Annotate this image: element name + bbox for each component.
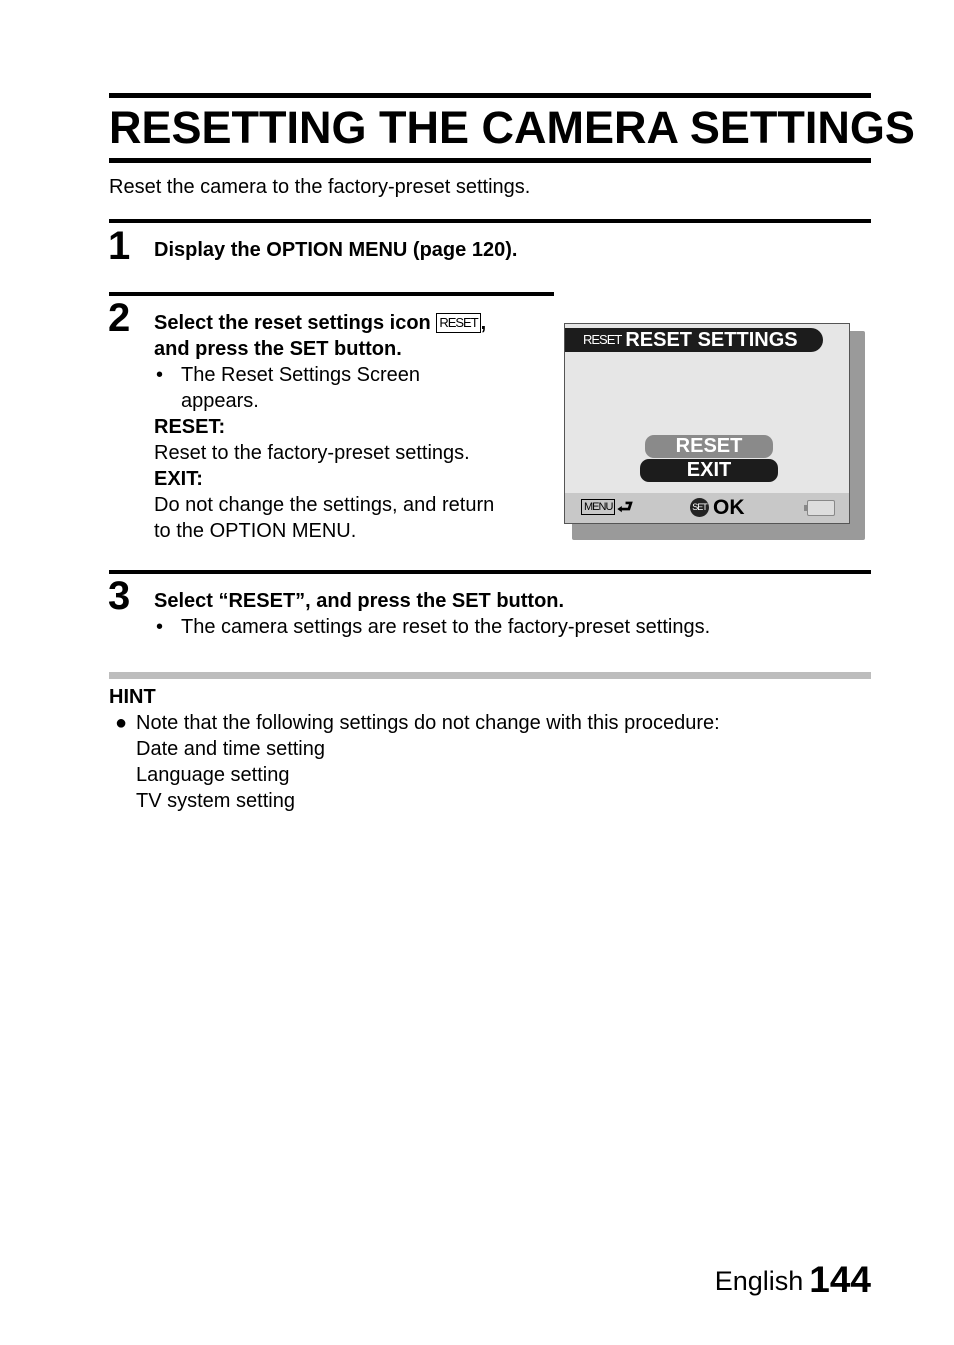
screen-title-bar [565,328,823,352]
set-button-icon[interactable]: SET [690,498,709,517]
page-number: 144 [809,1259,871,1300]
step-2-bullet-line2: appears. [181,390,259,412]
step-2-heading-line1: Select the reset settings icon [154,312,431,334]
hint-divider [109,672,871,679]
exit-label: EXIT: [154,468,203,490]
menu-icon[interactable]: MENU [581,499,615,515]
bullet-dot: • [156,616,164,638]
step-1-number: 1 [108,224,131,268]
page-footer [715,1259,871,1301]
step-2-bullet-line1: The Reset Settings Screen [181,364,421,386]
battery-icon [807,500,835,516]
exit-description-line1: Do not change the settings, and return [154,494,495,516]
step-2-content [154,310,549,544]
step-2-heading [154,310,549,336]
reset-label: RESET: [154,416,226,438]
hint-line: TV system setting [136,790,295,812]
ok-label: OK [713,496,745,519]
bullet-dot: • [156,364,164,386]
screen-title: RESET SETTINGS [625,329,798,351]
hint-bullet: ● [115,712,128,734]
hint-heading: HINT [109,686,156,708]
step-1-rule [109,219,871,223]
hint-list [115,710,720,814]
camera-screen [564,323,850,524]
step-3-bullet-text: The camera settings are reset to the factory-preset settings. [181,616,711,638]
option-exit[interactable]: EXIT [640,459,778,482]
reset-settings-icon: RESET [436,313,480,333]
step-1-heading: Display the OPTION MENU (page 120). [154,239,518,261]
step-2-heading-line2: and press the SET button. [154,338,402,360]
page-intro: Reset the camera to the factory-preset settings. [109,176,531,198]
step-2-number: 2 [108,296,131,340]
step-3-bullet [154,614,710,640]
reset-icon: RESET [583,332,622,347]
hint-line: Note that the following settings do not change with this procedure: [136,712,720,734]
reset-description: Reset to the factory-preset settings. [154,442,470,464]
hint-line: Language setting [136,764,290,786]
step-2-bullet [154,362,549,414]
step-3-number: 3 [108,574,131,618]
option-reset[interactable]: RESET [645,435,773,458]
step-3-rule [109,570,871,574]
step-2-rule [109,292,554,296]
footer-language: English [714,1266,804,1296]
hint-line: Date and time setting [136,738,325,760]
step-2-heading-comma: , [480,312,487,334]
return-arrow-icon: ⮐ [617,497,634,517]
title-bottom-rule [109,158,871,163]
page-title: RESETTING THE CAMERA SETTINGS [109,102,915,153]
exit-description-line2: to the OPTION MENU. [154,520,357,542]
screen-control-bar [565,493,849,523]
step-3-heading: Select “RESET”, and press the SET button. [154,590,565,612]
title-top-rule [109,93,871,98]
